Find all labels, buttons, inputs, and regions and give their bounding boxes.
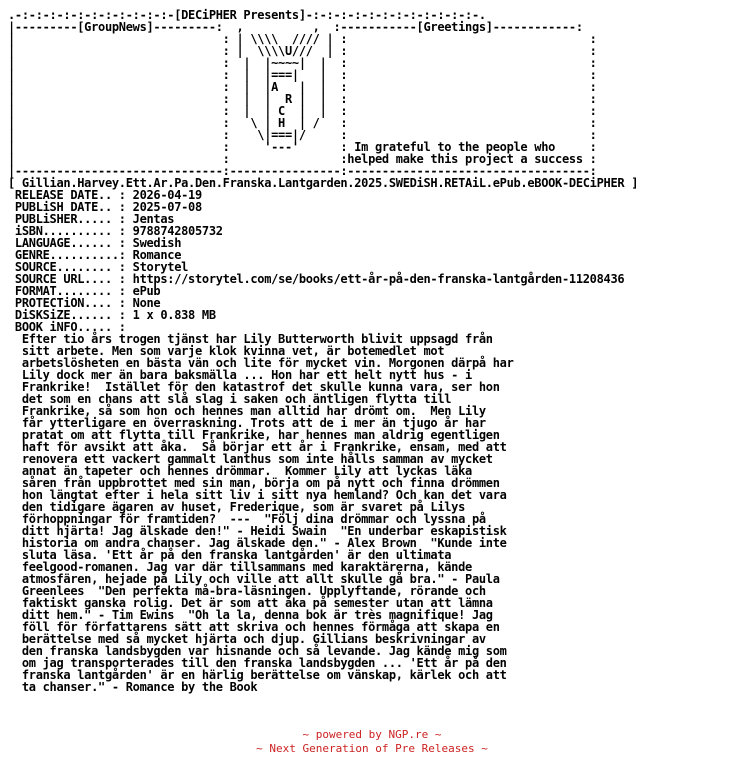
info-field-label: SOURCE........ : — [8, 260, 133, 274]
info-field-label: RELEASE DATE.. : — [8, 188, 133, 202]
book-info-line: haft för avsikt att åka. Så börjar ett år i Frankrike, ensam, med att — [8, 440, 507, 454]
info-field-label: DiSKSiZE...... : — [8, 308, 133, 322]
book-info-line: sluta läsa. 'Ett år på den franska lantgården' är den ultimata — [8, 548, 452, 562]
book-info-line: ta chanser." - Romance by the Book — [8, 680, 258, 694]
info-field-label: BOOK iNFO..... : — [8, 320, 133, 334]
book-info-line: annat än tapeter och hennes drömmar. Kommer Lily att lyckas läka — [8, 464, 472, 478]
book-info-line: renovera ett vackert gammalt lanthus som inte hålls samman av mycket — [8, 452, 493, 466]
info-field-label: FORMAT........ : — [8, 284, 133, 298]
ascii-banner — [8, 9, 638, 177]
book-info-line: den franska landsbygden var hisnande och så levande. Jag kände mig som — [8, 644, 507, 658]
book-info-line: Efter tio års trogen tjänst har Lily Butterworth blivit uppsagd från — [8, 332, 493, 346]
info-field-label: iSBN.......... : — [8, 224, 133, 238]
banner-line: | : '---' : Im grateful to the people who : — [8, 140, 597, 154]
book-info-line: pratat om att flytta till Frankrike, har hennes man aldrig egentligen — [8, 428, 500, 442]
info-field-value: Storytel — [132, 260, 189, 274]
book-info-line: sitt arbete. Men som varje klok kvinna vet, är botemedlet mot — [8, 344, 445, 358]
info-field-value: Jentas — [132, 212, 175, 226]
info-field-label: PUBLiSHER..... : — [8, 212, 133, 226]
info-field-value: ePub — [132, 284, 161, 298]
banner-line: | : \ | H | / : : — [8, 116, 597, 130]
banner-line: |---------[GroupNews]---------: , , :-----------[Greetings]------------: — [8, 20, 583, 34]
book-info-line: ditt hem." - Tim Ewins "Oh la la, denna bok är très magnifique! Jag — [8, 608, 493, 622]
book-info-line: den tidigare ägaren av huset, Frederique, som är svaret på Lilys — [8, 500, 466, 514]
banner-line: | : :helped make this project a success : — [8, 152, 597, 166]
info-field-label: PROTECTiON.... : — [8, 296, 133, 310]
book-info-line: föll för författarens sätt att skriva och hennes förmåga att skapa en — [8, 620, 500, 634]
footer-powered-by[interactable] — [0, 728, 744, 742]
nfo-text — [8, 9, 638, 693]
banner-line: | : | |A | | : : — [8, 80, 597, 94]
book-info-line: berättelse med så mycket hjärta och djup. Gillians beskrivningar av — [8, 632, 486, 646]
book-info-line: förhoppningar för framtiden? --- "Följ dina drömmar och lyssna på — [8, 512, 486, 526]
info-field-label: SOURCE URL.... : — [8, 272, 133, 286]
banner-line: .-:-:-:-:-:-:-:-:-:-:-:-[DECiPHER Presents]-:-:-:-:-:-:-:-:-:-:-:-:-. — [8, 8, 486, 22]
book-info-line: franska lantgården' är en härlig berättelse om vänskap, kärlek och att — [8, 668, 507, 682]
banner-line: | : | |~~~~| | : : — [8, 56, 597, 70]
info-field-label: LANGUAGE...... : — [8, 236, 133, 250]
info-field-value: https://storytel.com/se/books/ett-år-på-den-franska-lantgården-11208436 — [132, 272, 625, 286]
banner-line: | : | |===| | : : — [8, 68, 597, 82]
banner-line: | : | | C | | : : — [8, 104, 597, 118]
info-field-value: 2026-04-19 — [132, 188, 202, 202]
banner-line: | : | \\\\ //// | : : — [8, 32, 597, 46]
book-info-line: hon längtat efter i hela sitt liv i sitt nya hemland? Och kan det vara — [8, 488, 507, 502]
book-info-line: atmosfären, hejade på Lily och ville att allt skulle gå bra." - Paula — [8, 572, 500, 586]
book-info-line: ditt hjärta! Jag älskade den!" - Heidi Swain "En underbar eskapistisk — [8, 524, 507, 538]
book-info-line: historia om andra chanser. Jag älskade den." - Alex Brown "Kunde inte — [8, 536, 507, 550]
info-field-label: PUBLiSH DATE.. : — [8, 200, 133, 214]
footer-tagline: ~ Next Generation of Pre Releases ~ — [256, 742, 488, 755]
book-info-text — [8, 333, 638, 693]
book-info-line: såren från uppbrottet med sin man, börja om på nytt och finna drömmen — [8, 476, 500, 490]
book-info-line: feelgood-romanen. Jag var där tillsammans med karaktärerna, kände — [8, 560, 472, 574]
book-info-line: Frankrike, så som hon och hennes man alltid har drömt om. Men Lily — [8, 404, 486, 418]
release-info-fields — [8, 189, 638, 333]
info-field-value: 2025-07-08 — [132, 200, 202, 214]
banner-line: | : | \\\\U/// | : : — [8, 44, 597, 58]
release-name: [ Gillian.Harvey.Ett.Ar.Pa.Den.Franska.Lantgarden.2025.SWEDiSH.RETAiL.ePub.eBOOK-DECiPHER ] — [8, 176, 639, 190]
banner-line: | : | | R | | : : — [8, 92, 597, 106]
info-field-value: 1 x 0.838 MB — [132, 308, 216, 322]
book-info-line: får ytterligare en överraskning. Trots att de i mer än tjugo år har — [8, 416, 486, 430]
ngp-link[interactable]: ~ powered by NGP.re ~ — [302, 728, 442, 741]
book-info-line: det som en chans att slå slag i saken och äntligen flytta till — [8, 392, 452, 406]
info-field-value: Romance — [132, 248, 182, 262]
book-info-line: Frankrike! Istället för den katastrof det skulle kunna vara, ser hon — [8, 380, 500, 394]
book-info-line: om jag transporterades till den franska landsbygden ... 'Ett år på den — [8, 656, 507, 670]
book-info-line: arbetslösheten en bästa vän och lite för mycket vin. Morgonen därpå har — [8, 356, 514, 370]
info-field-value: Swedish — [132, 236, 182, 250]
book-info-line: faktiskt ganska rolig. Det är som att åka på semester utan att lämna — [8, 596, 493, 610]
info-field-value: None — [132, 296, 161, 310]
banner-line: | : \|===|/ : : — [8, 128, 597, 142]
book-info-line: Lily dock mer än bara baksmälla ... Hon har ett helt nytt hus - i — [8, 368, 472, 382]
book-info-line: Greenlees "Den perfekta må-bra-läsningen. Upplyftande, rörande och — [8, 584, 486, 598]
info-field-label: GENRE..........: — [8, 248, 133, 262]
banner-line: |------------------------------:----------------:-----------------------------------: — [8, 164, 597, 178]
info-field-value: 9788742805732 — [132, 224, 223, 238]
